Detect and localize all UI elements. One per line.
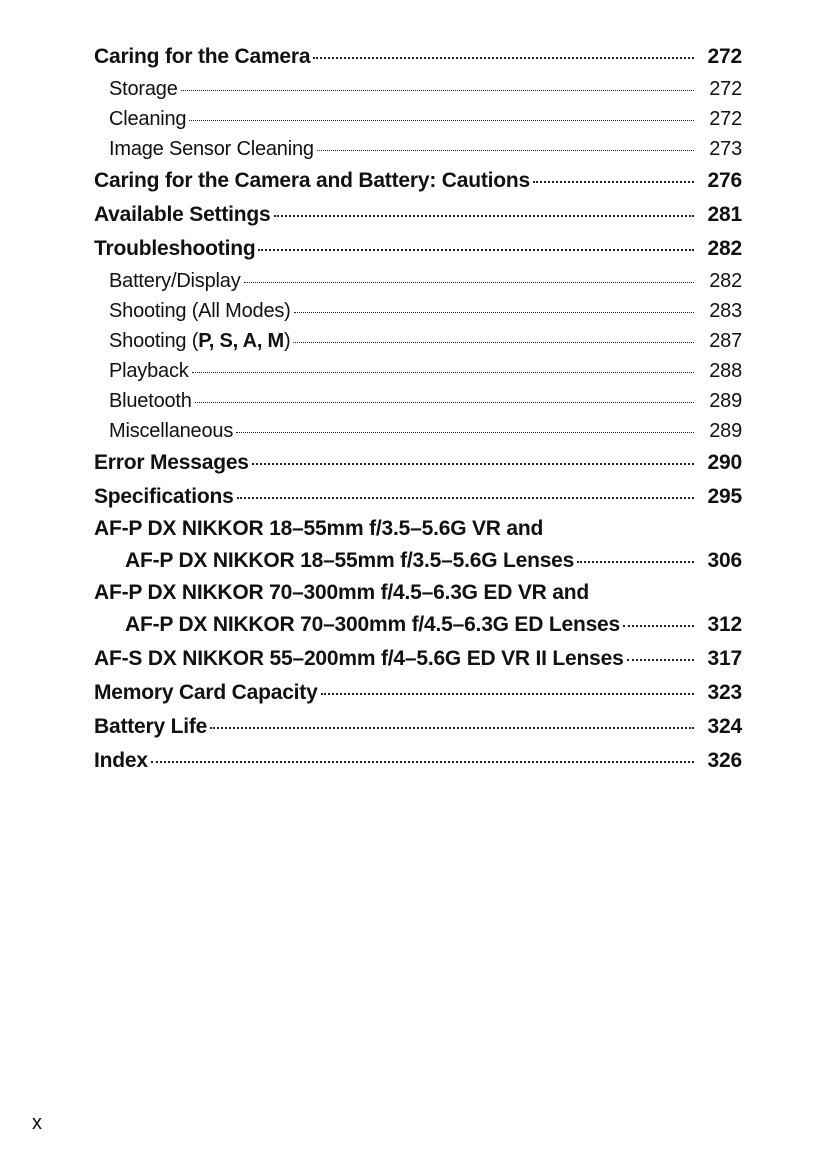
dot-leader <box>321 693 694 695</box>
toc-entry-title: Caring for the Camera <box>94 45 311 68</box>
toc-page-number: 289 <box>709 390 742 412</box>
toc-page-number: 290 <box>707 451 742 474</box>
toc-page-number: 272 <box>709 78 742 100</box>
toc-entry-memory-card-capacity[interactable] <box>94 676 742 710</box>
toc-entry-title: Miscellaneous <box>109 420 234 442</box>
toc-entry-lens-55-200[interactable] <box>94 642 742 676</box>
toc-entry-title: Caring for the Camera and Battery: Cautions <box>94 169 530 192</box>
toc-page-number: 273 <box>709 138 742 160</box>
toc-entry-title: Available Settings <box>94 203 271 226</box>
toc-page-number: 281 <box>707 203 742 226</box>
toc-entry-troubleshooting[interactable] <box>94 232 742 266</box>
dot-leader <box>627 659 694 661</box>
dot-leader <box>577 561 694 563</box>
toc-entry-title: Battery Life <box>94 715 208 738</box>
toc-entry-title: Image Sensor Cleaning <box>109 138 314 160</box>
toc-entry-playback[interactable] <box>94 356 742 386</box>
dot-leader <box>195 402 694 403</box>
toc-entry-battery-display[interactable] <box>94 266 742 296</box>
toc-entry-title: Memory Card Capacity <box>94 681 318 704</box>
toc-entry-title: Troubleshooting <box>94 237 256 260</box>
toc-entry-caring-for-camera[interactable] <box>94 40 742 74</box>
toc-entry-title: Specifications <box>94 485 234 508</box>
toc-page-number: 326 <box>707 749 742 772</box>
dot-leader <box>294 312 694 313</box>
toc-page-number: 283 <box>709 300 742 322</box>
toc-page-number: 312 <box>707 613 742 636</box>
toc-entry-shooting-psam[interactable] <box>94 326 742 356</box>
toc-entry-title: Index <box>94 749 148 772</box>
dot-leader <box>252 463 694 465</box>
toc-page-number: 324 <box>707 715 742 738</box>
toc-entry-lens-70-300-line2[interactable] <box>94 608 742 642</box>
dot-leader <box>313 57 694 59</box>
toc-entry-title <box>109 326 290 356</box>
dot-leader <box>181 90 694 91</box>
toc-entry-image-sensor-cleaning[interactable] <box>94 134 742 164</box>
toc-page-number: 282 <box>709 270 742 292</box>
title-suffix: ) <box>284 330 291 352</box>
toc-page-number: 295 <box>707 485 742 508</box>
toc-entry-title: AF-P DX NIKKOR 70–300mm f/4.5–6.3G ED Lenses <box>125 613 621 636</box>
toc-entry-miscellaneous[interactable] <box>94 416 742 446</box>
toc-entry-title: Shooting (All Modes) <box>109 300 291 322</box>
dot-leader <box>293 342 694 343</box>
mode-letters: P, S, A, M <box>198 330 284 352</box>
toc-entry-title: AF-P DX NIKKOR 18–55mm f/3.5–5.6G Lenses <box>125 549 575 572</box>
toc-entry-title: AF-S DX NIKKOR 55–200mm f/4–5.6G ED VR II Lenses <box>94 647 624 670</box>
toc-page-number: 272 <box>707 45 742 68</box>
toc-entry-title: Storage <box>109 78 178 100</box>
dot-leader <box>623 625 694 627</box>
dot-leader <box>189 120 694 121</box>
toc-page-number: 282 <box>707 237 742 260</box>
toc-entry-storage[interactable] <box>94 74 742 104</box>
dot-leader <box>237 497 694 499</box>
dot-leader <box>274 215 694 217</box>
toc-entry-lens-70-300-line1[interactable] <box>94 578 742 608</box>
toc-page-number: 289 <box>709 420 742 442</box>
dot-leader <box>151 761 694 763</box>
toc-entry-title: Cleaning <box>109 108 187 130</box>
toc-entry-title: Error Messages <box>94 451 249 474</box>
page-folio: x <box>32 1112 42 1134</box>
toc-page-number: 276 <box>707 169 742 192</box>
toc-entry-cleaning[interactable] <box>94 104 742 134</box>
title-prefix: Shooting ( <box>109 330 199 352</box>
dot-leader <box>258 249 694 251</box>
toc-entry-title: AF-P DX NIKKOR 70–300mm f/4.5–6.3G ED VR and <box>94 581 589 604</box>
toc-page-number: 288 <box>709 360 742 382</box>
toc-entry-battery-life[interactable] <box>94 710 742 744</box>
toc-page-number: 306 <box>707 549 742 572</box>
toc-entry-lens-18-55-line1[interactable] <box>94 514 742 544</box>
toc-entry-index[interactable] <box>94 744 742 778</box>
toc-entry-title: Bluetooth <box>109 390 192 412</box>
toc-page-number: 272 <box>709 108 742 130</box>
dot-leader <box>533 181 694 183</box>
toc-entry-shooting-all-modes[interactable] <box>94 296 742 326</box>
dot-leader <box>192 372 694 373</box>
toc-entry-bluetooth[interactable] <box>94 386 742 416</box>
dot-leader <box>210 727 694 729</box>
toc-entry-title: Battery/Display <box>109 270 241 292</box>
toc-entry-specifications[interactable] <box>94 480 742 514</box>
dot-leader <box>244 282 695 283</box>
toc-page-number: 287 <box>709 330 742 352</box>
toc-entry-lens-18-55-line2[interactable] <box>94 544 742 578</box>
toc-entry-error-messages[interactable] <box>94 446 742 480</box>
toc-page-number: 323 <box>707 681 742 704</box>
dot-leader <box>236 432 694 433</box>
toc-page-number: 317 <box>707 647 742 670</box>
toc-entry-title: AF-P DX NIKKOR 18–55mm f/3.5–5.6G VR and <box>94 517 544 540</box>
toc-entry-cautions[interactable] <box>94 164 742 198</box>
toc-entry-title: Playback <box>109 360 189 382</box>
table-of-contents <box>94 40 742 778</box>
dot-leader <box>317 150 694 151</box>
toc-entry-available-settings[interactable] <box>94 198 742 232</box>
